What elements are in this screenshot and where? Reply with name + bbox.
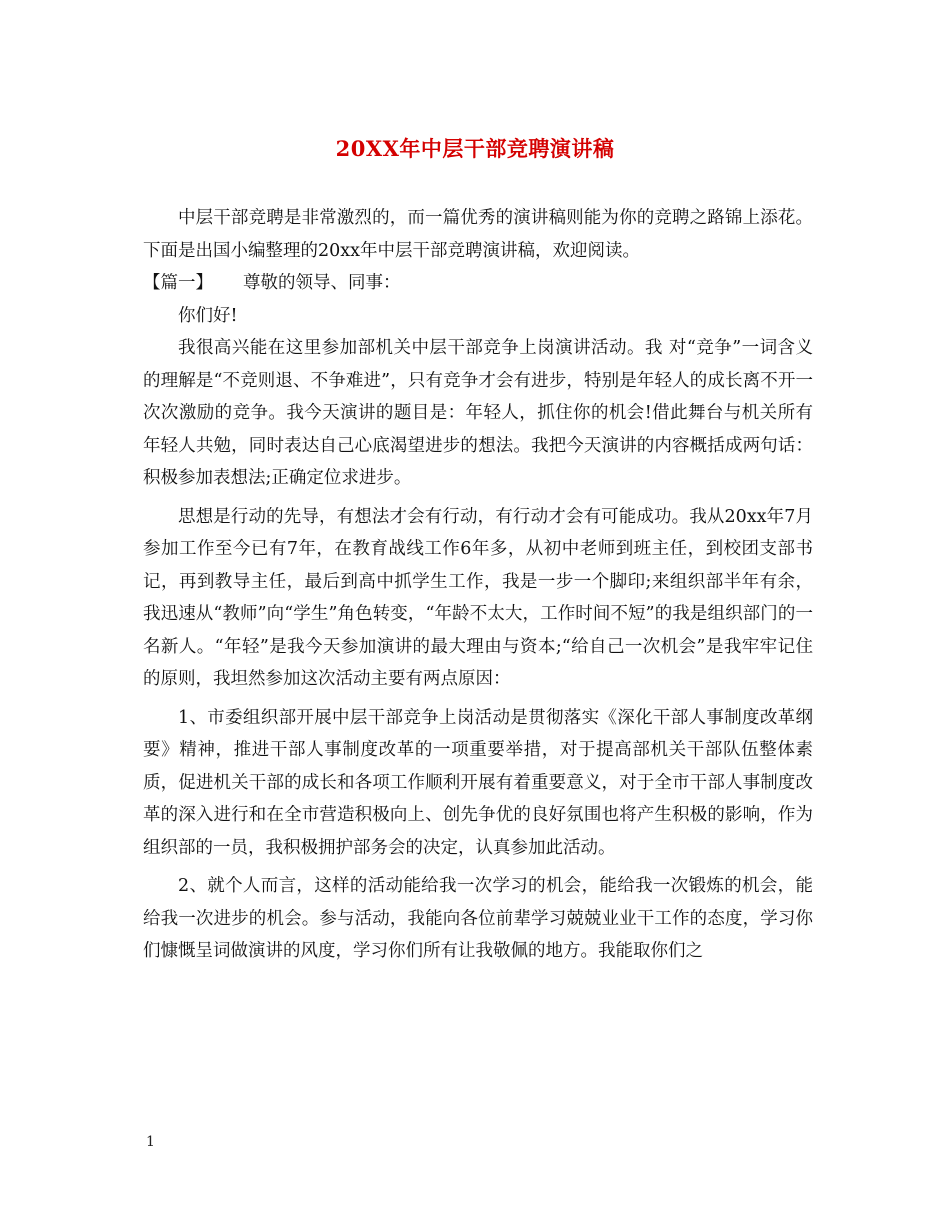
salutation: 尊敬的领导、同事： [243,273,401,293]
section-tag: 【篇一】 [143,273,213,293]
section-header [143,267,813,300]
body-paragraph-2: 思想是行动的先导，有想法才会有行动，有行动才会有可能成功。我从20xx年7月参加工作至今已有7年，在教育战线工作6年多，从初中老师到班主任，到校团支部书记，再到教导主任，最后到高中抓学生工作，我是一步一个脚印;来组织部半年有余，我迅速从“教师”向“学生”角色转变，“年龄不太大，工作时间不短”的我是组织部门的一名新人。“年轻”是我今天参加演讲的最大理由与资本;“给自己一次机会”是我牢牢记住的原则，我坦然参加这次活动主要有两点原因： [143,506,813,689]
document-body [143,202,813,968]
greeting: 你们好! [178,305,238,326]
document-title: 20XX年中层干部竞聘演讲稿 [335,136,615,161]
page-number: 1 [146,1134,155,1150]
body-paragraph-1: 我很高兴能在这里参加部机关中层干部竞争上岗演讲活动。我 对“竞争”一词含义的理解是“不竞则退、不争难进”，只有竞争才会有进步，特别是年轻人的成长离不开一次次激励的竞争。我今天演讲的题目是：年轻人，抓住你的机会!借此舞台与机关所有年轻人共勉，同时表达自己心底渴望进步的想法。我把今天演讲的内容概括成两句话：积极参加表想法;正确定位求进步。 [143,338,813,488]
body-paragraph-3: 1、市委组织部开展中层干部竞争上岗活动是贯彻落实《深化干部人事制度改革纲要》精神，推进干部人事制度改革的一项重要举措，对于提高部机关干部队伍整体素质，促进机关干部的成长和各项工作顺利开展有着重要意义，对于全市干部人事制度改革的深入进行和在全市营造积极向上、创先争优的良好氛围也将产生积极的影响，作为组织部的一员，我积极拥护部务会的决定，认真参加此活动。 [143,707,813,858]
intro-paragraph: 中层干部竞聘是非常激烈的，而一篇优秀的演讲稿则能为你的竞聘之路锦上添花。下面是出国小编整理的20xx年中层干部竞聘演讲稿，欢迎阅读。 [143,208,813,261]
body-paragraph-4: 2、就个人而言，这样的活动能给我一次学习的机会，能给我一次锻炼的机会，能给我一次进步的机会。参与活动，我能向各位前辈学习兢兢业业干工作的态度，学习你们慷慨呈词做演讲的风度，学习你们所有让我敬佩的地方。我能取你们之 [143,876,813,961]
